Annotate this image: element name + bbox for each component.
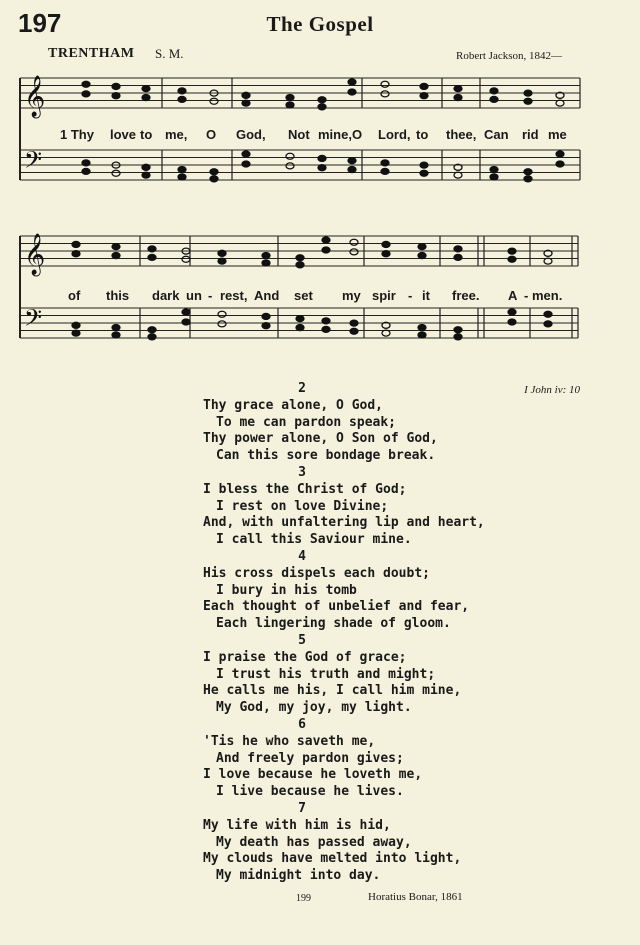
treble-note: [72, 241, 80, 247]
verse-line: Thy grace alone, O God,: [203, 397, 384, 413]
treble-note: [348, 89, 356, 95]
treble-note: [210, 98, 218, 104]
section-title: The Gospel: [266, 12, 374, 36]
bass-note: [262, 313, 270, 319]
lyric-syllable: dark: [152, 288, 180, 303]
bass-note: [218, 311, 226, 317]
bass-note: [72, 322, 80, 328]
bass-note: [544, 311, 552, 317]
treble-note: [490, 96, 498, 102]
treble-note: [142, 86, 150, 92]
verse-number: 6: [298, 717, 306, 732]
lyric-syllable: rid: [522, 127, 539, 142]
treble-note: [418, 253, 426, 259]
lyric-syllable: to: [140, 127, 153, 142]
verse-line: I trust his truth and might;: [216, 666, 436, 682]
bass-note: [454, 327, 462, 333]
lyric-syllable: spir: [372, 288, 396, 303]
bass-note: [210, 176, 218, 182]
composer-credit: Robert Jackson, 1842—: [455, 50, 562, 62]
bass-note: [112, 170, 120, 176]
bass-note: [348, 167, 356, 173]
treble-note: [348, 79, 356, 85]
verse-line: I call this Saviour mine.: [216, 532, 412, 548]
bass-note: [348, 158, 356, 164]
lyric-syllable: it: [422, 288, 430, 303]
bass-note: [142, 164, 150, 170]
tune-meter: S. M.: [155, 46, 184, 61]
lyric-syllable: A: [508, 288, 518, 303]
treble-note: [82, 81, 90, 87]
treble-note: [490, 88, 498, 94]
verse-line: 'Tis he who saveth me,: [203, 733, 376, 749]
bass-note: [418, 325, 426, 331]
treble-note: [454, 95, 462, 101]
verse-line: My life with him is hid,: [203, 817, 391, 833]
treble-note: [148, 254, 156, 260]
treble-note: [381, 81, 389, 87]
treble-note: [382, 251, 390, 257]
verse-line: Thy power alone, O Son of God,: [203, 431, 438, 447]
treble-note: [381, 91, 389, 97]
bass-note: [242, 151, 250, 157]
bass-note: [322, 318, 330, 324]
lyric-syllable: -: [208, 288, 213, 303]
verse-line: Each lingering shade of gloom.: [216, 616, 451, 632]
treble-note: [418, 244, 426, 250]
verse-line: My midnight into day.: [216, 868, 381, 884]
treble-note: [242, 100, 250, 106]
treble-note: [454, 254, 462, 260]
lyric-syllable: free.: [452, 288, 480, 303]
treble-note: [242, 92, 250, 98]
verse-line: To me can pardon speak;: [216, 414, 397, 430]
verse-line: My God, my joy, my light.: [216, 700, 412, 716]
bass-note: [420, 162, 428, 168]
bass-note: [418, 332, 426, 338]
bass-note: [210, 169, 218, 175]
lyric-syllable: of: [68, 288, 81, 303]
bass-note: [318, 155, 326, 161]
lyric-syllable: Lord,: [378, 127, 411, 142]
bass-note: [524, 176, 532, 182]
treble-note: [72, 251, 80, 257]
treble-note: [218, 250, 226, 256]
lyric-syllable: mine,: [318, 127, 352, 142]
verse-line: I rest on love Divine;: [216, 498, 389, 514]
bass-note: [490, 167, 498, 173]
bass-note: [490, 174, 498, 180]
bass-note: [82, 160, 90, 166]
bass-note: [242, 161, 250, 167]
bass-note: [142, 172, 150, 178]
bass-note: [72, 330, 80, 336]
bass-note: [182, 309, 190, 315]
bass-note: [420, 170, 428, 176]
bass-note: [296, 316, 304, 322]
bass-clef-icon: 𝄢: [24, 146, 43, 179]
verse-line: Can this sore bondage break.: [216, 448, 436, 464]
bass-note: [322, 326, 330, 332]
bass-note: [112, 332, 120, 338]
treble-note: [218, 258, 226, 264]
treble-note: [350, 239, 358, 245]
bass-note: [262, 323, 270, 329]
verse-line: His cross dispels each doubt;: [203, 565, 430, 581]
verse-number: 4: [298, 549, 306, 564]
bass-note: [182, 319, 190, 325]
treble-note: [350, 249, 358, 255]
verse-line: I bury in his tomb: [216, 582, 357, 598]
treble-note: [454, 246, 462, 252]
lyric-syllable: me: [548, 127, 567, 142]
bass-note: [178, 167, 186, 173]
bass-note: [508, 319, 516, 325]
bass-note: [454, 334, 462, 340]
treble-note: [382, 241, 390, 247]
bass-note: [296, 325, 304, 331]
bass-note: [381, 168, 389, 174]
lyric-syllable: un: [186, 288, 202, 303]
bass-clef-icon: 𝄢: [24, 304, 43, 337]
lyric-syllable: -: [408, 288, 413, 303]
bass-note: [556, 161, 564, 167]
treble-note: [318, 97, 326, 103]
music-score: [0, 0, 640, 360]
bass-note: [350, 328, 358, 334]
bass-note: [286, 163, 294, 169]
treble-note: [82, 91, 90, 97]
verse-number: 2: [298, 381, 306, 396]
treble-note: [524, 90, 532, 96]
author-credit: Horatius Bonar, 1861: [368, 891, 463, 903]
treble-clef-icon: 𝄞: [24, 76, 46, 117]
treble-note: [178, 96, 186, 102]
lyric-syllable: my: [342, 288, 361, 303]
scripture-reference: I John iv: 10: [524, 384, 580, 396]
verse-line: I bless the Christ of God;: [203, 481, 407, 497]
treble-note: [508, 256, 516, 262]
bass-note: [508, 309, 516, 315]
bass-note: [148, 327, 156, 333]
lyric-syllable: me,: [165, 127, 188, 142]
hymn-number: 197: [18, 8, 62, 38]
verse-line: And freely pardon gives;: [216, 750, 404, 766]
lyric-syllable: Can: [484, 127, 509, 142]
treble-note: [112, 83, 120, 89]
treble-note: [112, 244, 120, 250]
bass-note: [544, 321, 552, 327]
treble-note: [420, 83, 428, 89]
treble-note: [148, 246, 156, 252]
lyric-syllable: -: [524, 288, 529, 303]
treble-note: [142, 95, 150, 101]
verse-number: 3: [298, 465, 306, 480]
bass-note: [112, 325, 120, 331]
lyric-syllable: O: [206, 127, 217, 142]
treble-note: [112, 253, 120, 259]
treble-note: [508, 248, 516, 254]
verse-line: I praise the God of grace;: [203, 649, 407, 665]
lyric-syllable: thee,: [446, 127, 477, 142]
treble-note: [262, 260, 270, 266]
lyric-syllable: And: [254, 288, 280, 303]
bass-note: [350, 320, 358, 326]
treble-note: [322, 247, 330, 253]
verse-line: My death has passed away,: [216, 834, 412, 850]
lyric-syllable: O: [352, 127, 363, 142]
verse-line: He calls me his, I call him mine,: [203, 683, 462, 699]
bass-note: [286, 153, 294, 159]
lyric-syllable: love: [110, 127, 137, 142]
verse-line: I love because he loveth me,: [203, 767, 423, 783]
treble-note: [262, 253, 270, 259]
verse-line: My clouds have melted into light,: [203, 851, 462, 867]
verse-number: 7: [298, 801, 306, 816]
page-number: 199: [296, 893, 311, 904]
treble-note: [178, 88, 186, 94]
bass-note: [82, 168, 90, 174]
verse-line: And, with unfaltering lip and heart,: [203, 515, 485, 531]
lyric-syllable: men.: [532, 288, 563, 303]
verse-line: Each thought of unbelief and fear,: [203, 599, 470, 615]
lyric-syllable: Not: [288, 127, 310, 142]
treble-note: [286, 102, 294, 108]
treble-note: [420, 93, 428, 99]
bass-note: [556, 151, 564, 157]
lyric-syllable: set: [294, 288, 313, 303]
treble-note: [454, 86, 462, 92]
lyric-syllable: rest,: [220, 288, 248, 303]
tune-name: TRENTHAM: [48, 46, 135, 61]
bass-note: [524, 169, 532, 175]
treble-note: [296, 255, 304, 261]
treble-note: [182, 256, 190, 262]
bass-note: [318, 165, 326, 171]
treble-note: [524, 98, 532, 104]
verse-line: I live because he lives.: [216, 784, 404, 800]
lyric-syllable: God,: [236, 127, 266, 142]
bass-note: [381, 160, 389, 166]
bass-note: [218, 321, 226, 327]
bass-note: [148, 334, 156, 340]
lyric-syllable: to: [416, 127, 429, 142]
treble-note: [318, 104, 326, 110]
treble-clef-icon: 𝄞: [24, 234, 46, 275]
bass-note: [178, 174, 186, 180]
verse-number: 5: [298, 633, 306, 648]
treble-note: [112, 93, 120, 99]
treble-note: [286, 95, 294, 101]
treble-note: [322, 237, 330, 243]
treble-note: [296, 262, 304, 268]
lyric-syllable: this: [106, 288, 130, 303]
lyric-syllable: 1 Thy: [60, 127, 94, 142]
